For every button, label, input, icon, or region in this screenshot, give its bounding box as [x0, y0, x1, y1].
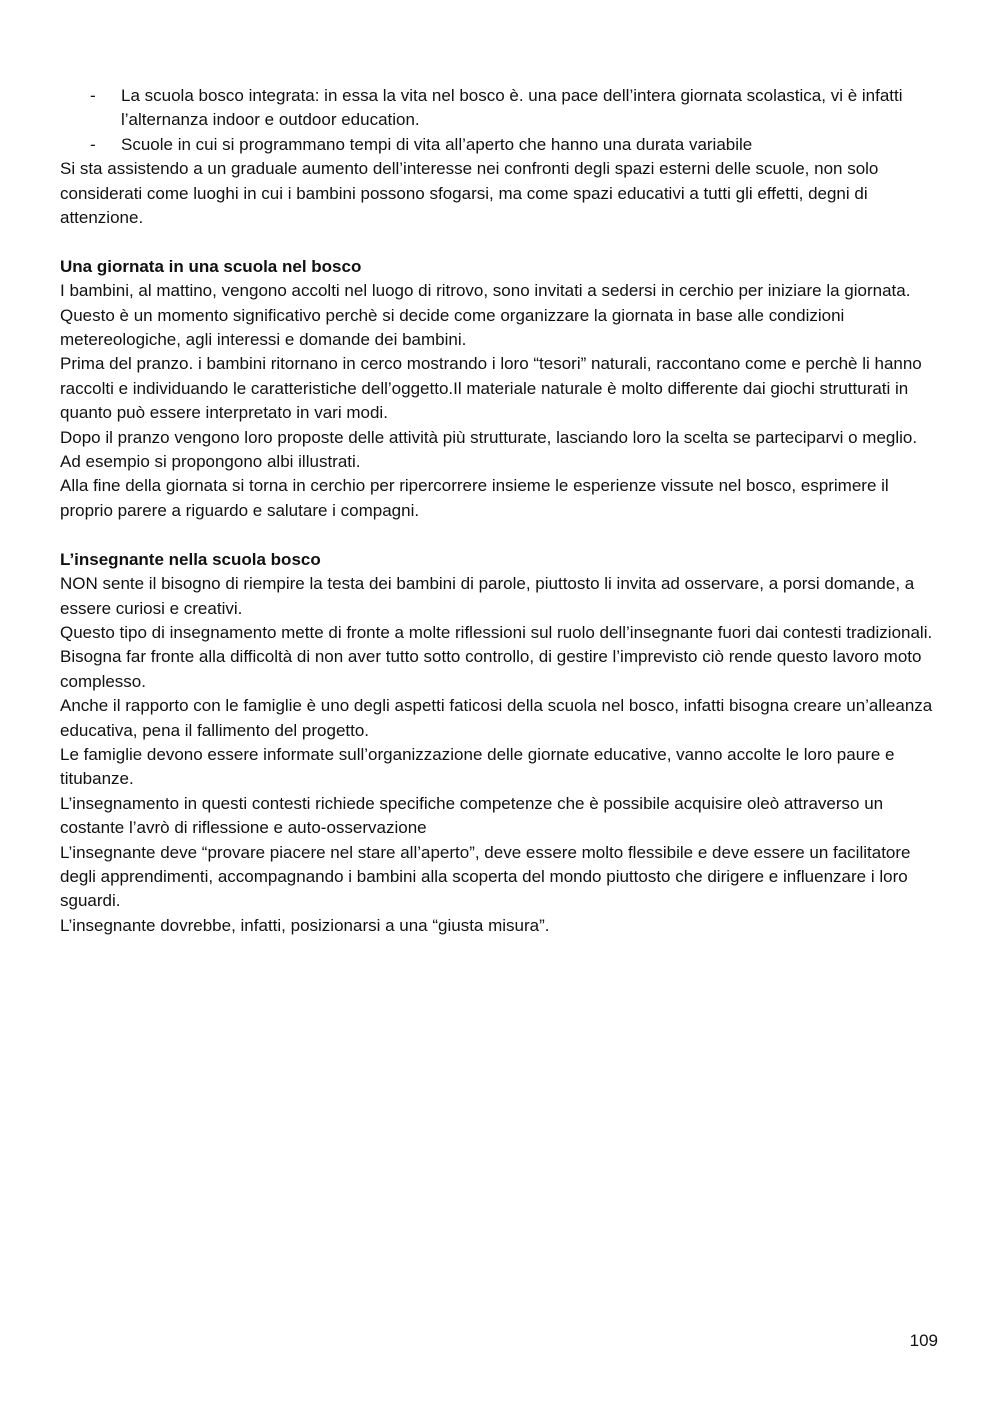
paragraph: L’insegnante deve “provare piacere nel stare all’aperto”, deve essere molto flessibile e deve essere un facilitatore degli apprendimenti, accompagnando i bambini alla scoperta del mondo piuttosto che dirigere e influenzare i loro sguardi. — [60, 842, 911, 911]
bullet-dash: - — [90, 134, 96, 154]
paragraph: Anche il rapporto con le famiglie è uno degli aspetti faticosi della scuola nel bosco, infatti bisogna creare un’alleanza educativa, pena il fallimento del progetto. — [60, 696, 933, 740]
bullet-list — [60, 84, 940, 157]
bullet-text: La scuola bosco integrata: in essa la vita nel bosco è. una pace dell’intera giornata scolastica, vi è infatti l’alternanza indoor e outdoor education. — [121, 86, 903, 130]
bullet-text: Scuole in cui si programmano tempi di vita all’aperto che hanno una durata variabile — [121, 134, 753, 154]
paragraph: Questo tipo di insegnamento mette di fronte a molte riflessioni sul ruolo dell’insegnante fuori dai contesti tradizionali. — [60, 622, 933, 642]
paragraph: Prima del pranzo. i bambini ritornano in cerco mostrando i loro “tesori” naturali, raccontano come e perchè li hanno raccolti e individuando le caratteristiche dell’oggetto.Il materiale naturale è molto differente dai giochi strutturati in quanto può essere interpretato in vari modi. — [60, 354, 922, 423]
bullet-dash: - — [90, 86, 96, 105]
paragraph: Alla fine della giornata si torna in cerchio per ripercorrere insieme le esperienze vissute nel bosco, esprimere il proprio parere a riguardo e salutare i compagni. — [60, 476, 889, 520]
spacer — [60, 523, 940, 547]
list-item — [60, 84, 940, 133]
spacer — [60, 230, 940, 254]
paragraph: Le famiglie devono essere informate sull’organizzazione delle giornate educative, vanno accolte le loro paure e titubanze. — [60, 744, 895, 789]
paragraph: Bisogna far fronte alla difficoltà di non aver tutto sotto controllo, di gestire l’imprevisto ciò rende questo lavoro moto complesso. — [60, 647, 922, 691]
paragraph: L’insegnamento in questi contesti richiede specifiche competenze che è possibile acquisire oleò attraverso un costante l’avrò di riflessione e auto-osservazione — [60, 793, 884, 838]
paragraph: NON sente il bisogno di riempire la testa dei bambini di parole, piuttosto li invita ad osservare, a porsi domande, a essere curiosi e creativi. — [60, 574, 915, 618]
section-heading: L’insegnante nella scuola bosco — [60, 549, 321, 569]
page-number: 109 — [909, 1331, 938, 1350]
paragraph: I bambini, al mattino, vengono accolti nel luogo di ritrovo, sono invitati a sedersi in cerchio per iniziare la giornata. Questo è un momento significativo perchè si decide come organizzare la giornata in base alle condizioni metereologiche, agli interessi e domande dei bambini. — [60, 281, 911, 350]
intro-paragraph: Si sta assistendo a un graduale aumento dell’interesse nei confronti degli spazi esterni delle scuole, non solo considerati come luoghi in cui i bambini possono sfogarsi, ma come spazi educativi a tutti gli effetti, degni di attenzione. — [60, 159, 879, 228]
paragraph: Dopo il pranzo vengono loro proposte delle attività più strutturate, lasciando loro la scelta se parteciparvi o meglio. Ad esempio si propongono albi illustrati. — [60, 427, 918, 472]
list-item — [60, 133, 940, 157]
document-body — [60, 84, 940, 938]
section-heading: Una giornata in una scuola nel bosco — [60, 256, 362, 276]
paragraph: L’insegnante dovrebbe, infatti, posizionarsi a una “giusta misura”. — [60, 915, 550, 935]
